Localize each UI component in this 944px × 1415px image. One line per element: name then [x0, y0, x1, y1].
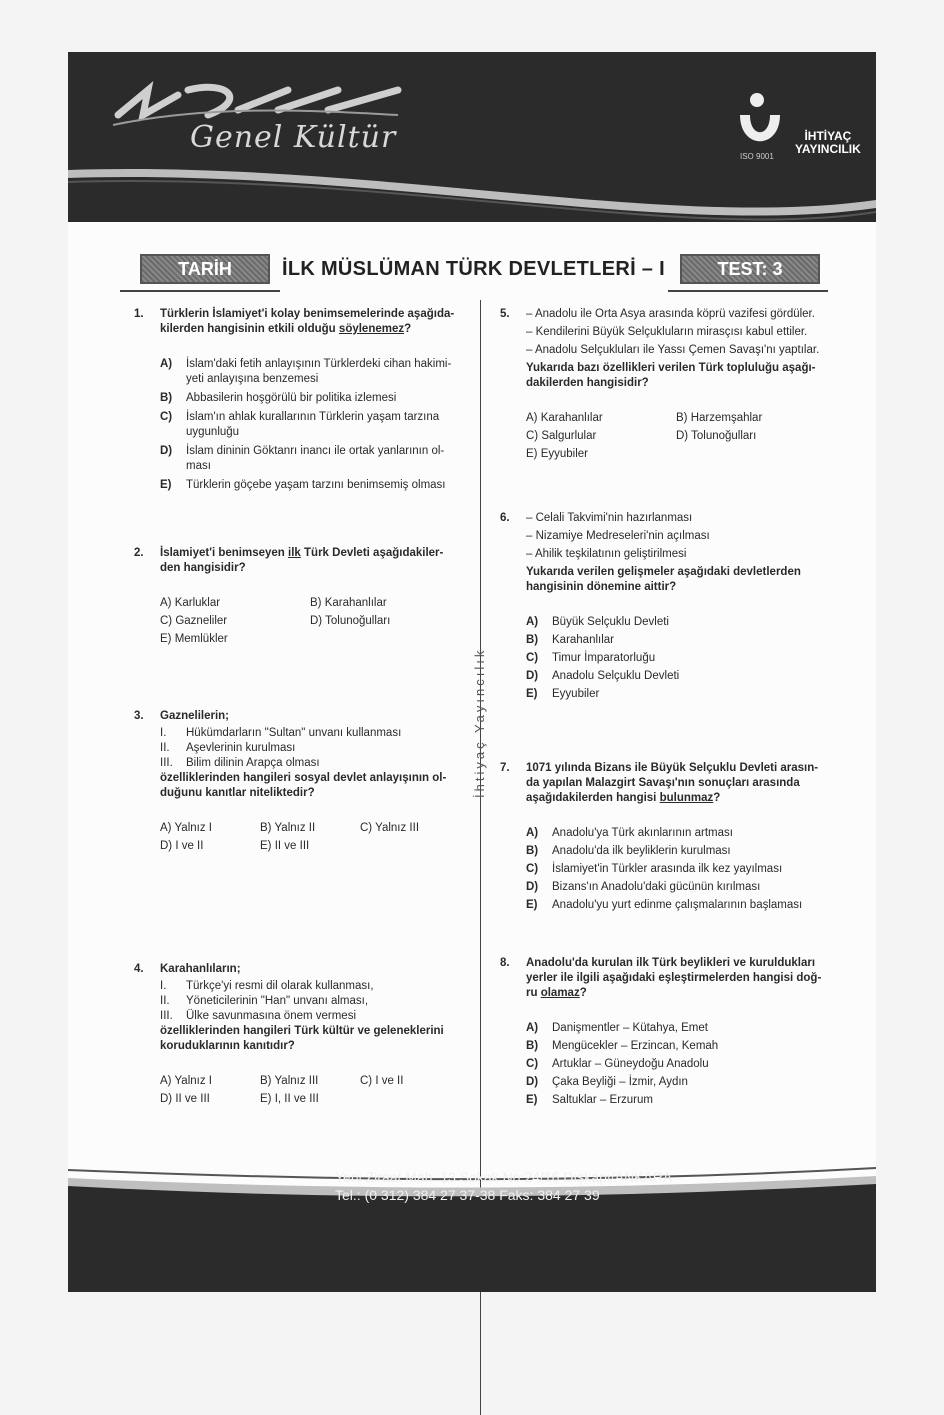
- option-text: [186, 357, 451, 387]
- option-list: [526, 826, 836, 913]
- option-text: Çaka Beyliği – İzmir, Aydın: [552, 1076, 688, 1088]
- option-list: [526, 1021, 836, 1108]
- question-intro: Gaznelilerin;: [160, 710, 230, 722]
- option-d[interactable]: [526, 880, 836, 895]
- footer-address: Yeni Ziraat Mah. 13.Sokak No:24/16 Dışkapı/ANKARA: [335, 1169, 673, 1185]
- option-text-line: yeti anlayışına benzemesi: [186, 373, 319, 385]
- page-title: İLK MÜSLÜMAN TÜRK DEVLETLERİ – I: [282, 258, 665, 280]
- option-text: Anadolu'ya Türk akınlarının artması: [552, 827, 733, 839]
- stem-emphasis: olamaz: [540, 987, 580, 999]
- option-b[interactable]: B) Harzemşahlar: [676, 412, 763, 424]
- question-number: 6.: [500, 512, 510, 524]
- side-watermark-text: İhtiyaç Yayıncılık: [472, 647, 487, 798]
- option-text-line: İslam dininin Göktanrı inancı ile ortak yanlarının ol-: [186, 445, 445, 457]
- statement-item: [160, 741, 460, 756]
- option-key: C): [526, 1058, 539, 1070]
- option-key: B): [526, 845, 539, 857]
- statement-key: I.: [160, 980, 167, 992]
- option-key: D): [526, 881, 539, 893]
- option-c[interactable]: [526, 1057, 836, 1072]
- option-b[interactable]: B) Yalnız II: [260, 822, 316, 834]
- option-key: A): [526, 1022, 539, 1034]
- stem-end: ?: [713, 792, 721, 804]
- option-key: C): [526, 863, 539, 875]
- question-stem: Yukarıda verilen gelişmeler aşağıdaki devletlerden: [526, 566, 801, 578]
- question-stem: duğunu kanıtlar niteliktedir?: [160, 787, 315, 799]
- option-a[interactable]: [526, 1021, 836, 1036]
- statement-key: II.: [160, 742, 170, 754]
- option-text: [186, 410, 439, 440]
- statement-item: [160, 756, 460, 771]
- question-stem: den hangisidir?: [160, 562, 246, 574]
- header-swoosh: [68, 160, 876, 240]
- subject-tag: TARİH: [140, 254, 270, 284]
- option-d[interactable]: [526, 669, 836, 684]
- question-3: [134, 709, 460, 854]
- option-list: [160, 821, 460, 854]
- question-stem: [526, 791, 836, 806]
- question-5: [500, 307, 836, 462]
- option-text: [186, 444, 444, 474]
- option-list: [160, 357, 460, 493]
- option-b[interactable]: [526, 633, 836, 648]
- question-4: [134, 962, 460, 1107]
- option-e[interactable]: [526, 687, 836, 702]
- statement-key: III.: [160, 1010, 173, 1022]
- option-c[interactable]: [160, 410, 460, 440]
- question-number: 1.: [134, 308, 144, 320]
- premise-line: – Anadolu Selçukluları ile Yassı Çemen Savaşı'nı yaptılar.: [526, 344, 820, 356]
- subject-tag-underline: [120, 290, 280, 292]
- option-key: A): [526, 616, 539, 628]
- question-stem: da yapılan Malazgirt Savaşı'nın sonuçları arasında: [526, 777, 800, 789]
- statement-text: Aşevlerinin kurulması: [186, 742, 296, 754]
- question-stem: koruduklarının kanıtıdır?: [160, 1040, 295, 1052]
- option-text: Danişmentler – Kütahya, Emet: [552, 1022, 708, 1034]
- side-watermark: [470, 620, 492, 800]
- publisher-name-line1: İHTİYAÇ: [804, 129, 852, 143]
- statement-item: [160, 726, 460, 741]
- premise-line: – Celali Takvimi'nin hazırlanması: [526, 512, 693, 524]
- publisher-logo-icon: [735, 90, 785, 160]
- option-text: Anadolu'yu yurt edinme çalışmalarının başlaması: [552, 899, 803, 911]
- option-list: [160, 596, 460, 647]
- question-intro: Karahanlıların;: [160, 963, 241, 975]
- option-text: Anadolu Selçuklu Devleti: [552, 670, 680, 682]
- option-b[interactable]: [160, 391, 460, 406]
- option-text-line: uygunluğu: [186, 426, 240, 438]
- option-text: Karahanlılar: [552, 634, 615, 646]
- option-a[interactable]: A) Yalnız I: [160, 822, 212, 834]
- option-text: Abbasilerin hoşgörülü bir politika izlemesi: [186, 392, 397, 404]
- option-key: B): [526, 1040, 539, 1052]
- option-a[interactable]: [526, 826, 836, 841]
- statement-item: [160, 1009, 460, 1024]
- question-number: 7.: [500, 762, 510, 774]
- statement-list: [160, 726, 460, 771]
- stem-emphasis: söylenemez: [338, 323, 405, 335]
- option-list: [160, 1074, 460, 1107]
- option-text: Saltuklar – Erzurum: [552, 1094, 653, 1106]
- option-d[interactable]: D) I ve II: [160, 840, 204, 852]
- option-c[interactable]: [526, 862, 836, 877]
- question-7: [500, 761, 836, 913]
- question-number: 5.: [500, 308, 510, 320]
- option-key: D): [526, 670, 539, 682]
- question-number: 4.: [134, 963, 144, 975]
- iso-label: ISO 9001: [740, 152, 774, 161]
- stem-end: ?: [404, 323, 412, 335]
- stem-emphasis: ilk: [288, 547, 301, 559]
- option-key: E): [160, 479, 172, 491]
- option-text: Artuklar – Güneydoğu Anadolu: [552, 1058, 709, 1070]
- question-1: [134, 307, 460, 493]
- option-text: Eyyubiler: [552, 688, 600, 700]
- option-key: D): [526, 1076, 539, 1088]
- question-stem: yerler ile ilgili aşağıdaki eşleştirmelerden hangisi doğ-: [526, 972, 822, 984]
- option-text: Türklerin göçebe yaşam tarzını benimsemiş olması: [186, 479, 446, 491]
- question-number: 8.: [500, 957, 510, 969]
- option-text: Bizans'ın Anadolu'daki gücünün kırılması: [552, 881, 761, 893]
- option-e[interactable]: E) Eyyubiler: [526, 448, 588, 460]
- option-d[interactable]: [160, 444, 460, 474]
- option-a[interactable]: A) Karluklar: [160, 597, 221, 609]
- option-b[interactable]: [526, 1039, 836, 1054]
- option-key: C): [526, 652, 539, 664]
- test-tag-underline: [668, 290, 828, 292]
- option-c[interactable]: C) Salgurlular: [526, 430, 597, 442]
- option-b[interactable]: [526, 844, 836, 859]
- option-list: [526, 615, 836, 702]
- option-a[interactable]: [526, 615, 836, 630]
- question-number: 2.: [134, 547, 144, 559]
- option-e[interactable]: [526, 1093, 836, 1108]
- option-e[interactable]: [526, 898, 836, 913]
- option-text: Mengücekler – Erzincan, Kemah: [552, 1040, 719, 1052]
- option-key: D): [160, 445, 173, 457]
- option-e[interactable]: E) II ve III: [260, 840, 310, 852]
- option-key: B): [526, 634, 539, 646]
- option-key: B): [160, 392, 173, 404]
- option-e[interactable]: E) I, II ve III: [260, 1093, 319, 1105]
- stem-text: kilerden hangisinin etkili olduğu: [160, 323, 339, 335]
- stem-text: aşağıdakilerden hangisi: [526, 792, 660, 804]
- footer-phone: Tel.: (0 312) 384 27 37-38 Faks: 384 27 39: [335, 1187, 600, 1203]
- question-stem: Anadolu'da kurulan ilk Türk beylikleri ve kuruldukları: [526, 957, 816, 969]
- premise-line: – Ahilik teşkilatının geliştirilmesi: [526, 548, 687, 560]
- question-number: 3.: [134, 710, 144, 722]
- option-key: C): [160, 411, 173, 423]
- option-c[interactable]: C) Gazneliler: [160, 615, 228, 627]
- option-key: A): [160, 358, 173, 370]
- question-stem: özelliklerinden hangileri Türk kültür ve geleneklerini: [160, 1025, 444, 1037]
- option-key: E): [526, 688, 538, 700]
- option-key: E): [526, 1094, 538, 1106]
- option-c[interactable]: C) Yalnız III: [360, 822, 420, 834]
- question-stem: 1071 yılında Bizans ile Büyük Selçuklu Devleti arasın-: [526, 762, 819, 774]
- option-b[interactable]: B) Karahanlılar: [310, 597, 387, 609]
- question-6: [500, 511, 836, 702]
- option-d[interactable]: D) II ve III: [160, 1093, 210, 1105]
- option-d[interactable]: D) Tolunoğulları: [676, 430, 757, 442]
- statement-text: Yöneticilerinin "Han" unvanı alması,: [186, 995, 369, 1007]
- footer-contact: [335, 1168, 672, 1204]
- statement-key: II.: [160, 995, 170, 1007]
- test-tag: TEST: 3: [680, 254, 820, 284]
- option-text-line: İslam'daki fetih anlayışının Türklerdeki cihan hakimi-: [186, 358, 452, 370]
- question-stem: özelliklerinden hangileri sosyal devlet anlayışının ol-: [160, 772, 447, 784]
- option-text-line: İslam'ın ahlak kurallarının Türklerin yaşam tarzına: [186, 411, 440, 423]
- option-c[interactable]: C) I ve II: [360, 1075, 404, 1087]
- premise-line: – Anadolu ile Orta Asya arasında köprü vazifesi gördüler.: [526, 308, 815, 320]
- option-e[interactable]: [160, 478, 460, 493]
- option-key: E): [526, 899, 538, 911]
- option-e[interactable]: E) Memlükler: [160, 633, 228, 645]
- question-8: [500, 956, 836, 1108]
- option-key: A): [526, 827, 539, 839]
- option-d[interactable]: [526, 1075, 836, 1090]
- option-text-line: ması: [186, 460, 211, 472]
- option-text: Anadolu'da ilk beyliklerin kurulması: [552, 845, 731, 857]
- statement-item: [160, 994, 460, 1009]
- stem-emphasis: bulunmaz: [659, 792, 714, 804]
- stem-text: ru: [526, 987, 541, 999]
- question-stem: [160, 546, 460, 561]
- question-stem: Türklerin İslamiyet'i kolay benimsemelerinde aşağıda-: [160, 308, 455, 320]
- statement-text: Ülke savunmasına önem vermesi: [186, 1010, 357, 1022]
- option-a[interactable]: A) Karahanlılar: [526, 412, 603, 424]
- option-d[interactable]: D) Tolunoğulları: [310, 615, 391, 627]
- option-text: İslamiyet'in Türkler arasında ilk kez yayılması: [552, 863, 783, 875]
- statement-text: Türkçe'yi resmi dil olarak kullanması,: [186, 980, 374, 992]
- question-stem: [526, 986, 836, 1001]
- stem-text: İslamiyet'i benimseyen: [160, 547, 289, 559]
- question-2: [134, 546, 460, 647]
- publisher-name: [795, 130, 861, 156]
- statement-list: [160, 979, 460, 1024]
- question-stem: hangisinin dönemine aittir?: [526, 581, 677, 593]
- option-list: [526, 411, 836, 462]
- statement-key: I.: [160, 727, 167, 739]
- option-c[interactable]: [526, 651, 836, 666]
- publisher-name-line2: YAYINCILIK: [795, 142, 861, 156]
- option-b[interactable]: B) Yalnız III: [260, 1075, 319, 1087]
- statement-text: Hükümdarların "Sultan" unvanı kullanması: [186, 727, 402, 739]
- stem-end: ?: [579, 987, 587, 999]
- question-stem: dakilerden hangisidir?: [526, 377, 649, 389]
- statement-item: [160, 979, 460, 994]
- option-text: Timur İmparatorluğu: [552, 652, 656, 664]
- question-stem: Yukarıda bazı özellikleri verilen Türk topluluğu aşağı-: [526, 362, 816, 374]
- question-stem: [160, 322, 460, 337]
- option-a[interactable]: A) Yalnız I: [160, 1075, 212, 1087]
- premise-line: – Nizamiye Medreseleri'nin açılması: [526, 530, 710, 542]
- option-a[interactable]: [160, 357, 460, 387]
- statement-text: Bilim dilinin Arapça olması: [186, 757, 320, 769]
- stem-text: Türk Devleti aşağıdakiler-: [300, 547, 444, 559]
- statement-key: III.: [160, 757, 173, 769]
- premise-line: – Kendilerini Büyük Selçukluların mirasçısı kabul ettiler.: [526, 326, 808, 338]
- option-text: Büyük Selçuklu Devleti: [552, 616, 669, 628]
- brand-subtitle: Genel Kültür: [190, 120, 397, 155]
